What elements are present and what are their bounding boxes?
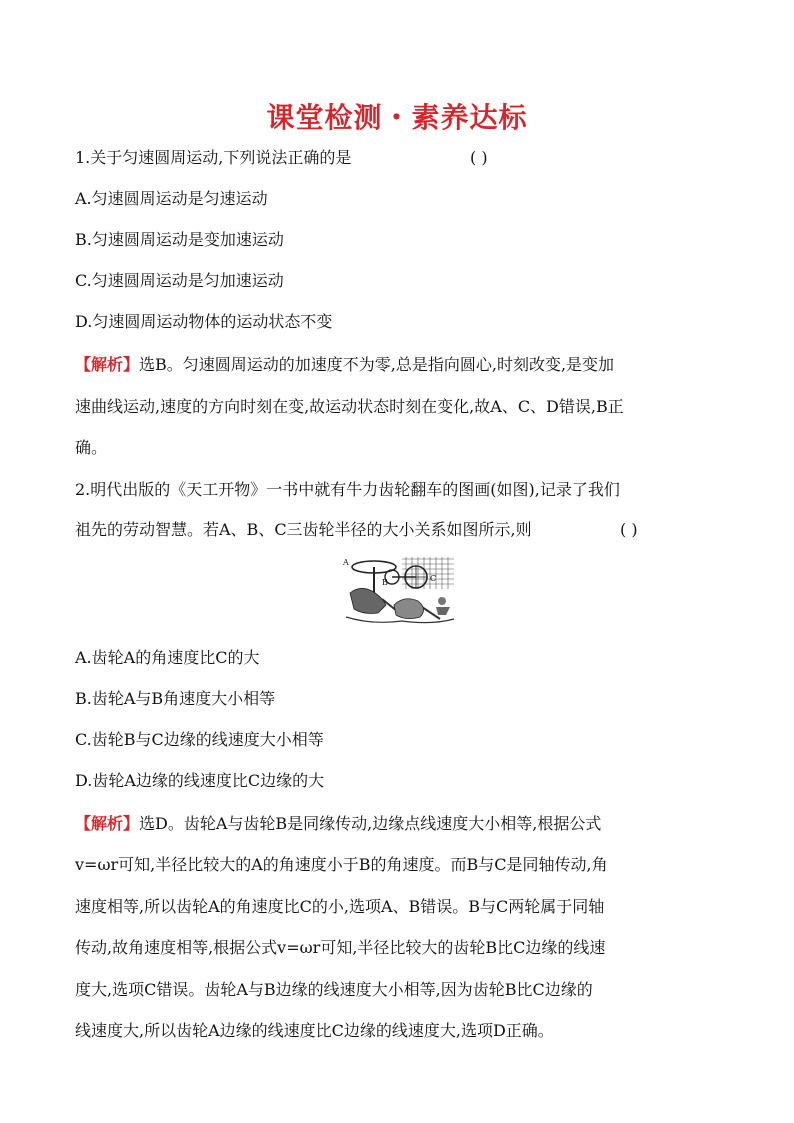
- q1-analysis-text-1: 选B。匀速圆周运动的加速度不为零,总是指向圆心,时刻改变,是变加: [139, 355, 615, 374]
- q2-analysis-text-1: 选D。齿轮A与齿轮B是同缘传动,边缘点线速度大小相等,根据公式: [139, 814, 602, 833]
- q2-option-a: A.齿轮A的角速度比C的大: [75, 648, 260, 667]
- figure-label-a: A: [343, 558, 349, 567]
- q1-option-c: C.匀速圆周运动是匀加速运动: [75, 271, 284, 290]
- figure-label-c: C: [430, 574, 437, 583]
- q1-answer-paren: ( ): [470, 148, 488, 167]
- q1-stem: 1.关于匀速圆周运动,下列说法正确的是: [75, 148, 352, 167]
- gear-waterwheel-figure: [342, 555, 458, 627]
- q2-stem-line-1: 2.明代出版的《天工开物》一书中就有牛力齿轮翻车的图画(如图),记录了我们: [75, 480, 620, 499]
- q1-analysis-label: 【解析】: [75, 355, 140, 374]
- page-title: 课堂检测・素养达标: [266, 101, 528, 134]
- q1-analysis-line-1: [75, 355, 725, 375]
- q2-analysis-line-3: 速度相等,所以齿轮A的角速度比C的小,选项A、B错误。B与C两轮属于同轴: [75, 897, 605, 916]
- water-trough: [394, 599, 424, 619]
- q2-option-d: D.齿轮A边缘的线速度比C边缘的大: [75, 771, 325, 790]
- q2-analysis-line-1: [75, 814, 725, 834]
- q2-stem-line-2: 祖先的劳动智慧。若A、B、C三齿轮半径的大小关系如图所示,则: [75, 520, 532, 539]
- q2-option-b: B.齿轮A与B角速度大小相等: [75, 689, 276, 708]
- q2-analysis-label: 【解析】: [75, 814, 140, 833]
- q2-analysis-line-4: 传动,故角速度相等,根据公式v=ωr可知,半径比较大的齿轮B比C边缘的线速: [75, 938, 606, 957]
- q1-analysis-line-3: 确。: [75, 438, 108, 457]
- q2-option-c: C.齿轮B与C边缘的线速度大小相等: [75, 730, 324, 749]
- figure-label-b: B: [382, 578, 388, 587]
- q1-option-a: A.匀速圆周运动是匀速运动: [75, 189, 268, 208]
- q1-analysis-line-2: 速曲线运动,速度的方向时刻在变,故运动状态时刻在变化,故A、C、D错误,B正: [75, 397, 624, 416]
- q2-analysis-line-6: 线速度大,所以齿轮A边缘的线速度比C边缘的线速度大,选项D正确。: [75, 1021, 554, 1040]
- q2-answer-paren: ( ): [620, 520, 638, 539]
- q1-option-b: B.匀速圆周运动是变加速运动: [75, 230, 284, 249]
- q2-analysis-line-2: v=ωr可知,半径比较大的A的角速度小于B的角速度。而B与C是同轴传动,角: [75, 855, 608, 874]
- q1-option-d: D.匀速圆周运动物体的运动状态不变: [75, 312, 333, 331]
- q2-analysis-line-5: 度大,选项C错误。齿轮A与B边缘的线速度大小相等,因为齿轮B比C边缘的: [75, 980, 593, 999]
